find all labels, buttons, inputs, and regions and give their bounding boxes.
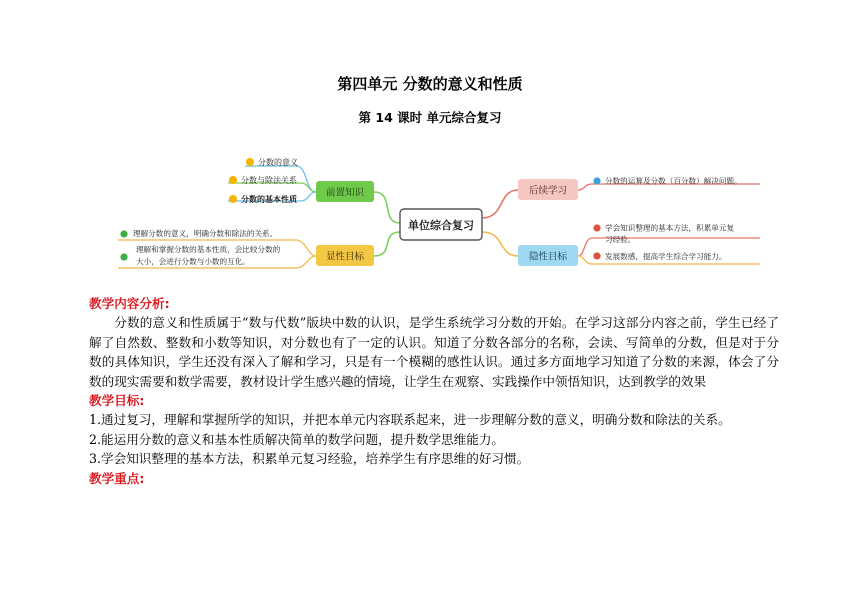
content-analysis-paragraph: 分数的意义和性质属于“数与代数”版块中数的认识，是学生系统学习分数的开始。在学习这部分内容之前，学生已经了解了自然数、整数和小数等知识，对分数也有了一定的认识。知道了分数各部分的名称，会读、写简单的分数，但是对于分数的具体知识，学生还没有深入了解和学习，只是有一个模糊的感性认识。通过多方面地学习知道了分数的来源，体会了分数的现实需要和数学需要，教材设计学生感兴趣的情境，让学生在观察、实践操作中领悟知识，达到教学的效果 <box>89 315 779 389</box>
flag-icon <box>593 224 600 231</box>
mindmap-part: 分数与除法关系 <box>241 176 297 185</box>
mindmap-part: 分数的基本性质 <box>241 195 297 204</box>
mindmap-part: 习经验。 <box>605 235 636 244</box>
explicit-item-1 <box>120 228 277 239</box>
mindmap-part: 理解和掌握分数的基本性质，会比较分数的 <box>136 245 281 254</box>
teaching-goal-3: 3.学会知识整理的基本方法，积累单元复习经验，培养学生有序思维的好习惯。 <box>89 451 530 467</box>
smile-icon <box>229 195 237 203</box>
teaching-goals-heading: 教学目标: <box>89 393 145 409</box>
node-front-knowledge-label: 前置知识 <box>325 187 365 199</box>
teaching-goal-2: 2.能运用分数的意义和基本性质解决简单的数学问题，提升数学思维能力。 <box>89 431 505 447</box>
smile-icon <box>246 158 254 166</box>
connector-explicit <box>374 232 400 256</box>
page-subtitle: 第 14 课时 单元综合复习 <box>358 110 502 125</box>
page-title: 第四单元 分数的意义和性质 <box>337 75 523 93</box>
star-icon <box>593 177 600 184</box>
mind-map <box>0 0 860 290</box>
implicit-item-1 <box>593 223 734 245</box>
lesson-content <box>89 294 779 488</box>
mindmap-part: 理解分数的意义，明确分数和除法的关系。 <box>133 229 278 238</box>
mindmap-part: 学会知识整理的基本方法，积累单元复 <box>605 223 735 233</box>
connector-front <box>374 192 400 223</box>
implicit-item-2 <box>593 251 726 262</box>
teaching-key-heading: 教学重点: <box>89 470 145 486</box>
mindmap-center-label: 单位综合复习 <box>408 219 474 232</box>
check-icon <box>120 253 127 260</box>
flag-icon <box>593 252 600 259</box>
node-follow-up-label: 后续学习 <box>528 185 568 197</box>
teaching-goal-1: 1.通过复习，理解和掌握所学的知识，并把本单元内容联系起来，进一步理解分数的意义，明确分数和除法的关系。 <box>89 412 731 428</box>
mindmap-part: 分数的运算及分数（百分数）解决问题。 <box>605 176 742 186</box>
follow-item-1 <box>593 176 741 186</box>
check-icon <box>120 230 127 237</box>
connector-followup <box>482 190 518 218</box>
node-implicit-goal-label: 隐性目标 <box>528 251 568 263</box>
smile-icon <box>229 176 237 184</box>
mindmap-part: 大小，会进行分数与小数的互化。 <box>136 257 250 266</box>
explicit-item-2 <box>120 244 280 267</box>
front-item-3 <box>229 194 297 204</box>
connector-implicit <box>482 232 518 256</box>
mindmap-part: 发展数感，提高学生综合学习能力。 <box>605 252 727 261</box>
content-analysis-heading: 教学内容分析: <box>89 296 170 311</box>
mindmap-part: 分数的意义 <box>258 158 298 167</box>
node-explicit-goal-label: 显性目标 <box>325 251 365 263</box>
